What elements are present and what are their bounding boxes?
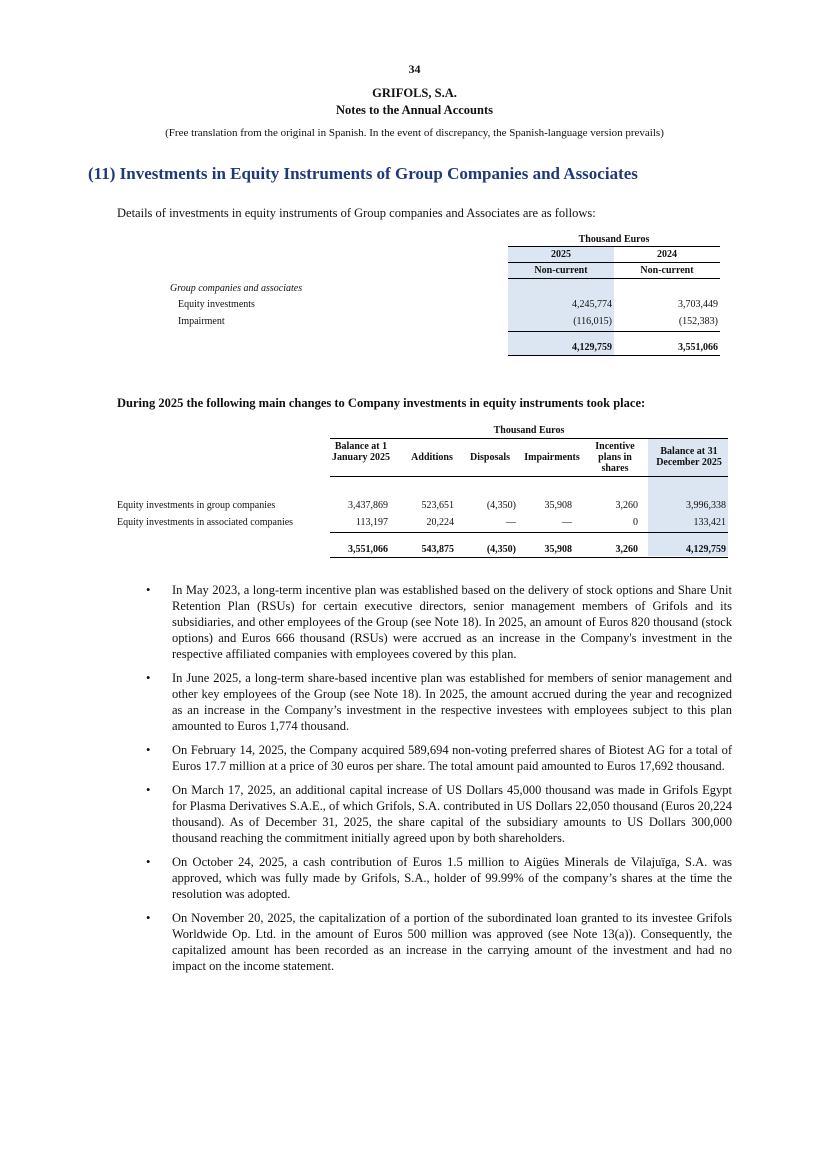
bullet-list: [146, 582, 732, 982]
table2-cell: —: [562, 517, 572, 528]
document-title: Notes to the Annual Accounts: [336, 103, 493, 117]
table1-subhead-2024: Non-current: [640, 265, 694, 276]
table1-row-label: Impairment: [178, 316, 225, 327]
table1-cell: (116,015): [573, 316, 612, 327]
table1-cell: (152,383): [678, 316, 718, 327]
table2-total: (4,350): [486, 544, 516, 555]
table2-cell: —: [506, 517, 516, 528]
table2-col-header: Incentive plans in shares: [595, 441, 635, 474]
table2-cell: 3,437,869: [348, 500, 388, 511]
list-item: • On March 17, 2025, an additional capital increase of US Dollars 45,000 thousand was made in Grifols Egypt for Plasma Derivatives S.A.E., of which Grifols, S.A. contributed in US Dollars 22,050 thousand (Euros 20,224 thousand). As of December 31, 2025, the share capital of the subsidiary amounts to US Dollars 300,000 thousand reaching the commitment initially agreed upon by both shareholders.: [146, 783, 732, 845]
bullet-icon: •: [146, 743, 151, 757]
table2-col-header: Additions: [411, 452, 453, 463]
table1-total: 4,129,759: [572, 342, 612, 353]
list-item: • On November 20, 2025, the capitalization of a portion of the subordinated loan granted to its investee Grifols Worldwide Op. Ltd. in the amount of Euros 500 million was approved (see Note 13(a)). Consequently, the capitalized amount has been recorded as an increase in the carrying amount of the investment and had no impact on the income statement.: [146, 911, 732, 973]
page-number: 34: [408, 62, 421, 76]
table2-total: 3,260: [615, 544, 638, 555]
table1-total: 3,551,066: [678, 342, 718, 353]
table2-cell: 113,197: [355, 517, 388, 528]
table2-total: 543,875: [421, 544, 454, 555]
table2-cell: 3,996,338: [686, 500, 726, 511]
table2-cell: 20,224: [426, 517, 454, 528]
bullet-icon: •: [146, 783, 151, 797]
table2-cell: 133,421: [693, 517, 726, 528]
table1-cell: 4,245,774: [572, 299, 612, 310]
table1-subhead-2025: Non-current: [534, 265, 588, 276]
table2-col-header: Balance at 1 January 2025: [331, 441, 391, 463]
table1-year-2024: 2024: [657, 249, 677, 260]
list-item: • In May 2023, a long-term incentive plan was established based on the delivery of stock options and Share Unit Retention Plan (RSUs) for certain executive directors, senior management members of Grifols and its subsidiaries, and other employees of the Group (see Note 18). In 2025, an amount of Euros 820 thousand (stock options) and Euros 666 thousand (RSUs) were accrued as an increase in the Company's investment in the respective affiliated companies with employees covered by this plan.: [146, 583, 732, 661]
company-name: GRIFOLS, S.A.: [372, 86, 457, 100]
translation-disclaimer: (Free translation from the original in Spanish. In the event of discrepancy, the Spanish-language version prevails): [165, 127, 664, 139]
section-heading: (11) Investments in Equity Instruments of Group Companies and Associates: [88, 164, 638, 183]
table2-cell: 0: [633, 517, 638, 528]
list-item: • In June 2025, a long-term share-based incentive plan was established for members of senior management and other key employees of the Group (see Note 18). In 2025, the amount accrued during the year and recognized as an increase in the Company’s investment in the respective investees with employees subject to this plan amounted to Euros 1,774 thousand.: [146, 671, 732, 733]
table2-cell: (4,350): [486, 500, 516, 511]
table1-row-label: Equity investments: [178, 299, 255, 310]
table2-total: 4,129,759: [686, 544, 726, 555]
list-item: • On October 24, 2025, a cash contribution of Euros 1.5 million to Aigües Minerals de Vilajuïga, S.A. was approved, which was fully made by Grifols, S.A., holder of 99.99% of the company’s shares at the time the resolution was adopted.: [146, 855, 732, 901]
table2-cell: 523,651: [421, 500, 454, 511]
list-item: • On February 14, 2025, the Company acquired 589,694 non-voting preferred shares of Biotest AG for a total of Euros 17.7 million at a price of 30 euros per share. The total amount paid amounted to Euros 17,692 thousand.: [146, 743, 732, 773]
table1-cell: 3,703,449: [678, 299, 718, 310]
table2-col-header: Impairments: [524, 452, 580, 463]
bullet-icon: •: [146, 671, 151, 685]
bullet-icon: •: [146, 855, 151, 869]
table2-row-label: Equity investments in associated companies: [117, 517, 294, 528]
bullet-icon: •: [146, 911, 151, 925]
table2-total: 35,908: [544, 544, 572, 555]
table2-col-header: Balance at 31 December 2025: [656, 446, 722, 468]
table2-row-label: Equity investments in group companies: [117, 500, 276, 511]
table1-group-label: Group companies and associates: [170, 283, 303, 294]
bullet-icon: •: [146, 583, 151, 597]
table1-year-2025: 2025: [551, 249, 571, 260]
table2-unit: Thousand Euros: [493, 425, 565, 436]
table2-col-header: Disposals: [469, 452, 510, 463]
table2-cell: 35,908: [544, 500, 572, 511]
table2-total: 3,551,066: [348, 544, 388, 555]
changes-heading: During 2025 the following main changes to Company investments in equity instruments took place:: [117, 396, 646, 410]
table1-unit: Thousand Euros: [578, 234, 650, 245]
section-intro: Details of investments in equity instruments of Group companies and Associates are as follows:: [117, 206, 596, 220]
table2-cell: 3,260: [615, 500, 638, 511]
